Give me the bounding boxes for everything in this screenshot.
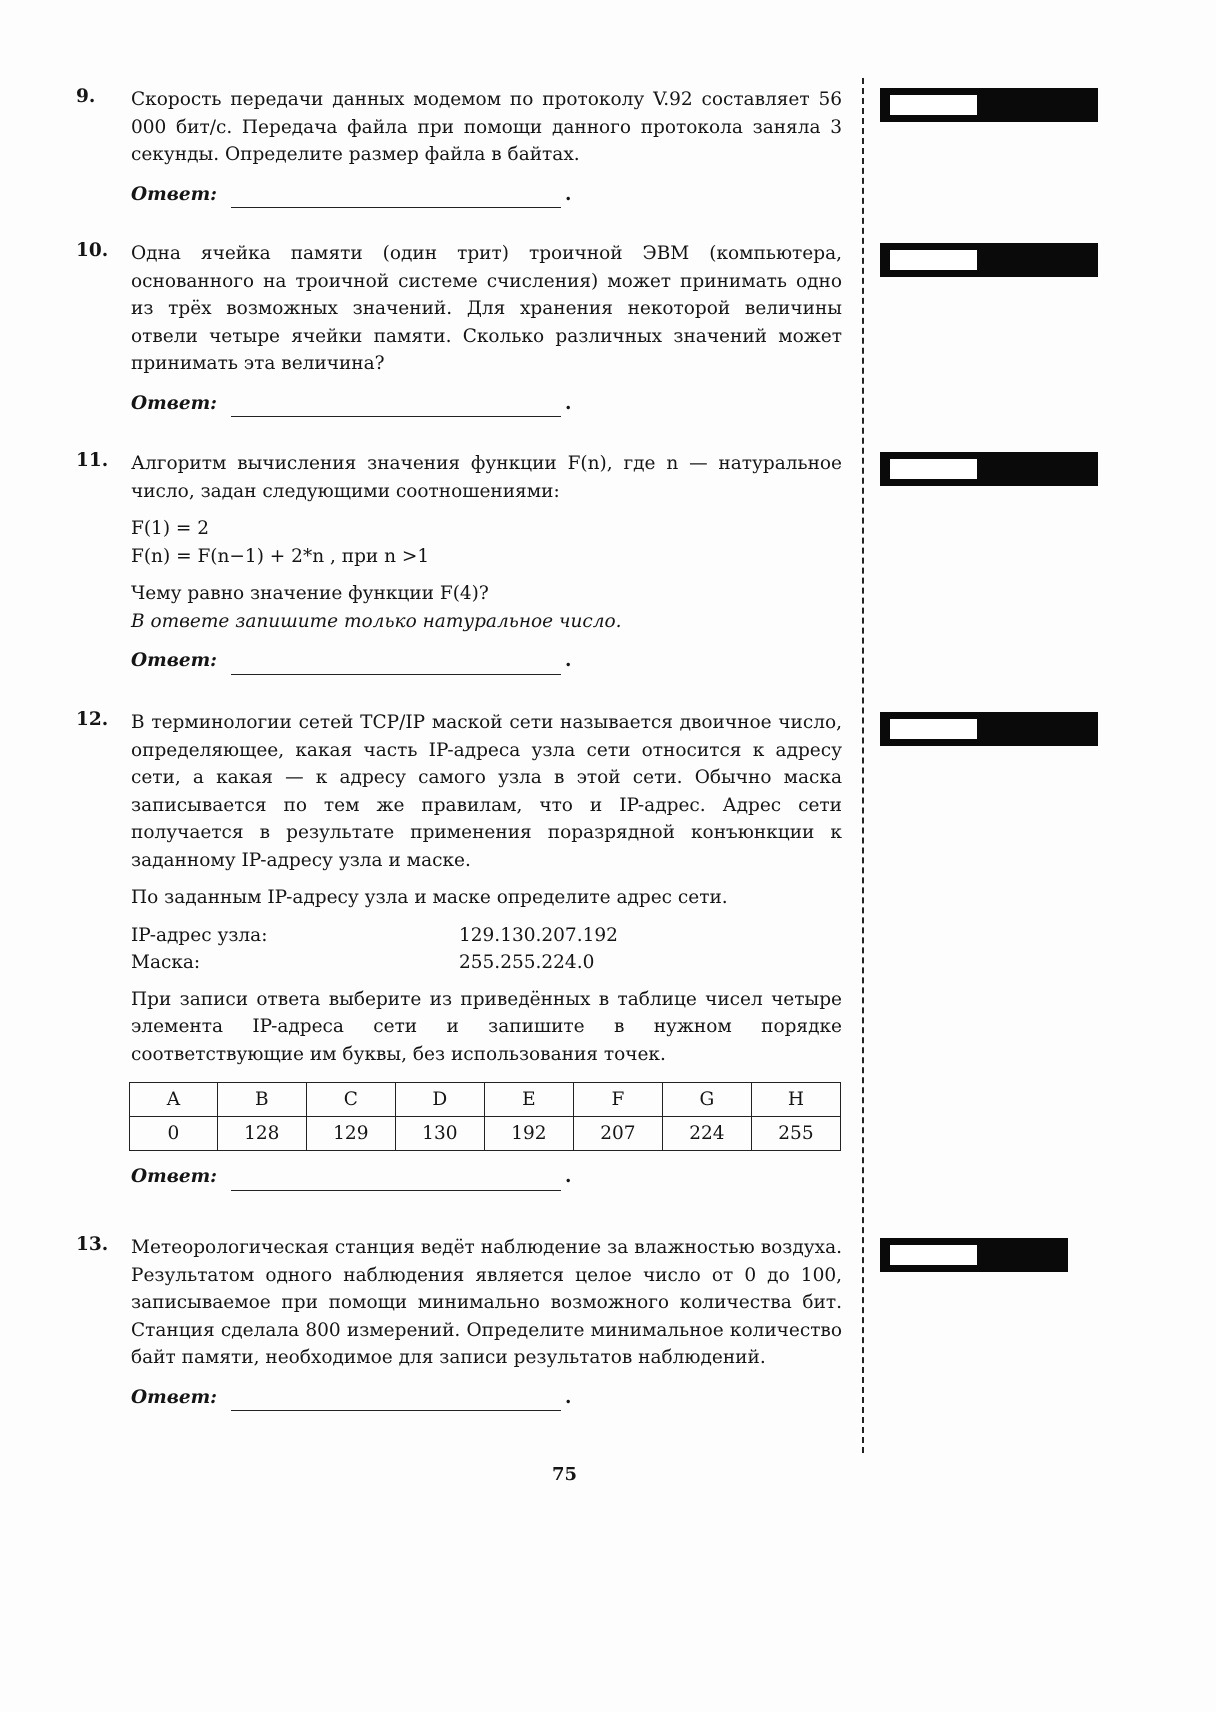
question-number: 11. [76, 450, 109, 471]
answer-box-9 [880, 88, 1098, 122]
table-cell-values: 0 [130, 1117, 218, 1151]
question-text: Алгоритм вычисления значения функции F(n), где n — натуральное число, задан следующими соотношениями: [131, 453, 842, 502]
answer-label: Ответ: [131, 392, 218, 414]
answer-dot: . [565, 183, 572, 205]
table-row-values [130, 1117, 841, 1151]
question-10 [76, 240, 842, 417]
answer-dot: . [565, 1386, 572, 1408]
answer-field[interactable] [131, 181, 842, 209]
question-text: Одна ячейка памяти (один трит) троичной ЭВМ (компьютера, основанного на троичной системе счисления) может принимать одно из трёх возможных значений. Для хранения некоторой величины отвели четыре ячейки памяти. Сколько различных значений может принимать эта величина? [131, 243, 842, 374]
question-text: Скорость передачи данных модемом по протоколу V.92 составляет 56 000 бит/с. Передача файла при помощи данного протокола заняла 3 секунды. Определите размер файла в байтах. [131, 89, 842, 165]
mask-value: 255.255.224.0 [459, 951, 595, 973]
cut-line [862, 78, 864, 1453]
question-number: 10. [76, 240, 109, 261]
table-cell-values: 224 [662, 1117, 751, 1151]
table-cell-values: 207 [573, 1117, 662, 1151]
answer-label: Ответ: [131, 1166, 218, 1187]
table-cell-values: 128 [217, 1117, 306, 1151]
answer-box-12 [880, 712, 1098, 746]
question-instructions: При записи ответа выберите из приведённых в таблице чисел четыре элемента IP-адреса сети и запишите в нужном порядке соответствующие им буквы, без использования точек. [131, 988, 842, 1065]
answer-label: Ответ: [131, 183, 218, 205]
question-9 [76, 86, 842, 208]
answer-box-13 [880, 1238, 1068, 1272]
table-cell-letters: A [130, 1083, 218, 1117]
answer-box-10 [880, 243, 1098, 277]
answer-field[interactable] [131, 1384, 842, 1412]
answer-label: Ответ: [131, 1386, 218, 1408]
answer-label: Ответ: [131, 650, 218, 671]
answer-field[interactable] [131, 390, 842, 418]
question-number: 13. [76, 1234, 109, 1255]
answer-field[interactable] [131, 647, 842, 675]
table-cell-letters: D [395, 1083, 484, 1117]
question-text: В терминологии сетей TCP/IP маской сети называется двоичное число, определяющее, какая часть IP-адреса узла сети относится к адресу сети, а какая — к адресу самого узла в этой сети. Обычно маска записывается по тем же правилам, что и IP-адрес. Адрес сети получается в результате применения поразрядной конъюнкции к заданному IP-адресу узла и маске. [131, 712, 842, 871]
page-number: 75 [552, 1464, 578, 1485]
table-cell-values: 130 [395, 1117, 484, 1151]
ip-label: IP-адрес узла: [131, 924, 268, 946]
mask-label: Маска: [131, 951, 201, 973]
table-cell-values: 129 [306, 1117, 395, 1151]
answer-field[interactable] [131, 1163, 842, 1191]
question-number: 12. [76, 709, 109, 730]
table-cell-letters: H [751, 1083, 840, 1117]
table-row-letters [130, 1083, 841, 1117]
question-task: По заданным IP-адресу узла и маске определите адрес сети. [131, 887, 728, 908]
table-cell-values: 255 [751, 1117, 840, 1151]
question-13 [76, 1234, 842, 1411]
answer-dot: . [565, 392, 572, 414]
options-table [129, 1082, 841, 1151]
formula-2: F(n) = F(n−1) + 2*n , при n >1 [131, 545, 430, 567]
formula-1: F(1) = 2 [131, 518, 210, 539]
question-text: Метеорологическая станция ведёт наблюдение за влажностью воздуха. Результатом одного наблюдения является целое число от 0 до 100, записываемое при помощи минимально возможного количества бит. Станция сделала 800 измерений. Определите минимальное количество байт памяти, необходимое для записи результатов наблюдений. [131, 1237, 842, 1368]
ip-value: 129.130.207.192 [459, 924, 618, 946]
table-cell-letters: C [306, 1083, 395, 1117]
table-cell-letters: E [484, 1083, 573, 1117]
question-11 [76, 450, 842, 675]
answer-box-11 [880, 452, 1098, 486]
question-note: В ответе запишите только натуральное число. [131, 610, 622, 632]
question-number: 9. [76, 86, 96, 107]
answer-dot: . [565, 650, 572, 671]
table-cell-letters: F [573, 1083, 662, 1117]
table-cell-values: 192 [484, 1117, 573, 1151]
answer-dot: . [565, 1166, 572, 1187]
table-cell-letters: G [662, 1083, 751, 1117]
question-12 [76, 709, 842, 1191]
table-cell-letters: B [217, 1083, 306, 1117]
question-prompt: Чему равно значение функции F(4)? [131, 583, 489, 604]
